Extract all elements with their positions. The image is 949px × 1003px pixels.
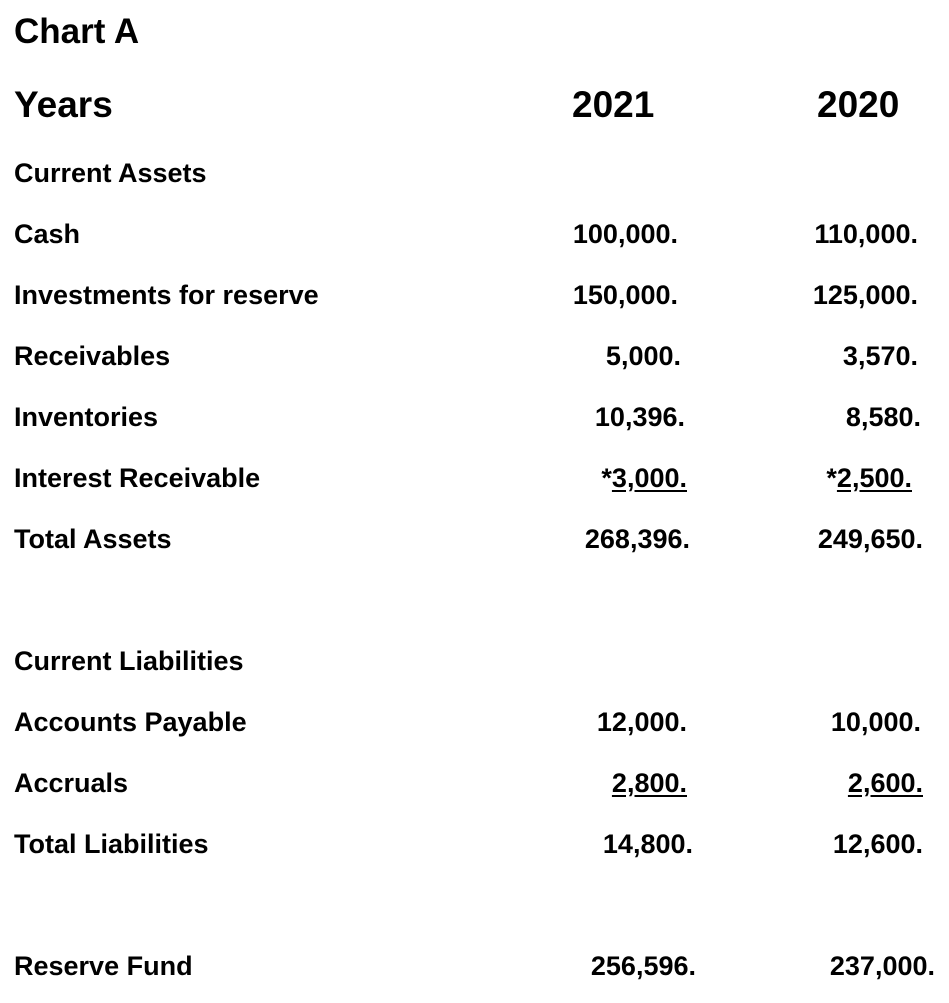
value-2020: 2,600. [847,768,923,798]
value-2021: 14,800. [602,829,693,859]
value-2021: 10,396. [594,402,685,432]
row-label: Inventories [14,402,159,432]
footnote-asterisk: * [826,463,837,493]
row-receivables [0,341,949,377]
value-2021: 5,000. [605,341,681,371]
row-accounts-payable [0,707,949,743]
value-2020: 110,000. [814,219,918,249]
value-2020: 3,570. [842,341,918,371]
value-2020: 237,000. [829,951,935,981]
row-label: Cash [14,219,81,249]
row-reserve-fund [0,951,949,987]
header-year-2021: 2021 [572,84,655,125]
row-label: Current Assets [14,158,207,188]
row-inventories [0,402,949,438]
value-2021-amount: 3,000. [611,463,687,493]
value-2021 [601,463,687,494]
row-interest-receivable [0,463,949,499]
row-accruals [0,768,949,804]
row-label: Investments for reserve [14,280,319,310]
row-investments-for-reserve [0,280,949,316]
row-label: Receivables [14,341,171,371]
value-2021: 150,000. [572,280,678,310]
row-label: Current Liabilities [14,646,244,676]
value-2020: 125,000. [812,280,918,310]
value-2021: 256,596. [590,951,696,981]
row-total-assets [0,524,949,560]
row-label: Total Assets [14,524,172,554]
section-current-liabilities [0,646,949,682]
value-2020: 12,600. [832,829,923,859]
value-2021: 100,000. [572,219,678,249]
row-label: Accounts Payable [14,707,247,737]
value-2020: 249,650. [817,524,923,554]
row-label: Total Liabilities [14,829,209,859]
section-current-assets [0,158,949,194]
chart-title: Chart A [14,12,140,51]
row-cash [0,219,949,255]
header-years-label: Years [14,84,113,125]
value-2020: 10,000. [830,707,921,737]
value-2020: 8,580. [845,402,921,432]
footnote-asterisk: * [601,463,612,493]
value-2020 [826,463,912,494]
value-2021: 12,000. [596,707,687,737]
value-2020-amount: 2,500. [836,463,912,493]
value-2021: 268,396. [584,524,690,554]
row-total-liabilities [0,829,949,865]
header-year-2020: 2020 [817,84,900,125]
row-label: Interest Receivable [14,463,261,493]
value-2021: 2,800. [611,768,687,798]
row-label: Reserve Fund [14,951,193,981]
row-label: Accruals [14,768,129,798]
